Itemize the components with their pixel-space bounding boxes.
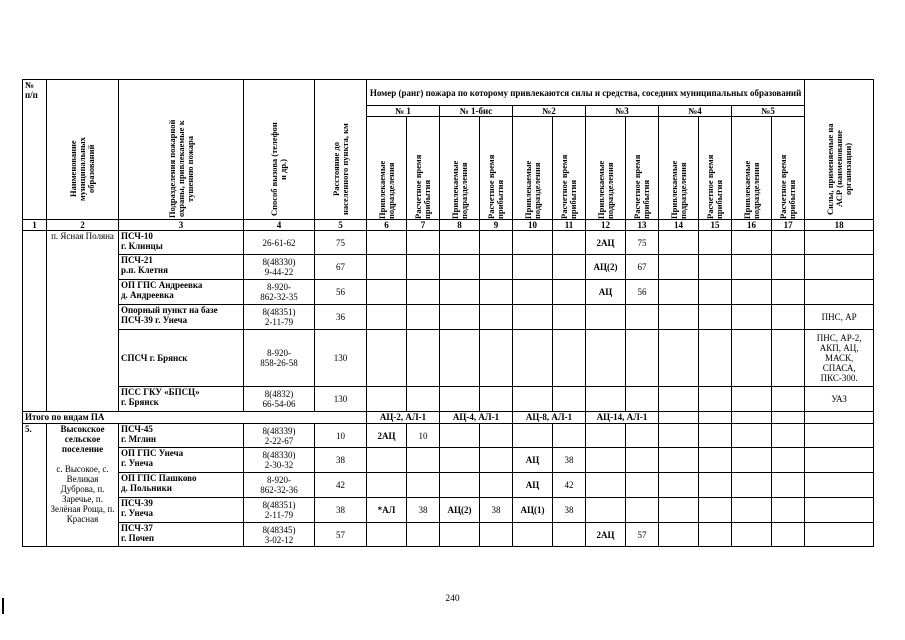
rank-1bis-units: АЦ(2) [440, 498, 480, 523]
header-sub-time-text: Расчетное время прибытия [632, 154, 651, 219]
rank-1-time [407, 523, 440, 547]
rank-3-units [586, 424, 626, 448]
municipality-name: Высокское сельское поселение [60, 424, 105, 454]
distance-value: 56 [315, 280, 367, 305]
column-number: 2 [47, 220, 119, 231]
header-asr-text: Силы, применяемые на АСР (наименование организации) [824, 123, 853, 215]
header-sub-time-text: Расчетное время прибытия [778, 154, 798, 219]
asr-forces [805, 280, 874, 305]
rank-1bis-time [480, 448, 513, 473]
rank-1-units [367, 523, 407, 547]
table-row [23, 387, 874, 412]
rank-2-units [513, 523, 553, 547]
call-phone: 8-920- 862-32-36 [244, 473, 315, 498]
column-number: 8 [440, 220, 480, 231]
header-sub-units-text: Привлекаемые подразделения [741, 160, 761, 219]
rank-3-units [586, 498, 626, 523]
header-sub-time [407, 117, 440, 220]
distance-value: 38 [315, 448, 367, 473]
header-rank-1: № 1 [367, 106, 440, 117]
totals-row [23, 412, 874, 424]
rank-1bis-time [480, 473, 513, 498]
header-sub-units-text: Привлекаемые подразделения [595, 160, 615, 219]
settlements-list: с. Высокое, с. Великая Дуброва, п. Заречье, п. Зелёная Роща, п. Красная [50, 464, 115, 524]
rank-2-units: АЦ [513, 473, 553, 498]
municipality-name: п. Ясная Поляна [51, 231, 114, 241]
column-number: 3 [119, 220, 244, 231]
distance-value: 130 [315, 330, 367, 387]
column-number: 16 [732, 220, 772, 231]
table-row [23, 255, 874, 280]
column-number-row [23, 220, 874, 231]
rank-1-time: 10 [407, 424, 440, 448]
call-phone: 8(48330) 2-30-32 [244, 448, 315, 473]
header-rank-1bis: № 1-бис [440, 106, 513, 117]
distance-value: 130 [315, 387, 367, 412]
table-row [23, 473, 874, 498]
fire-response-table [22, 79, 874, 547]
rank-3-units: АЦ(2) [586, 255, 626, 280]
header-distance [315, 80, 367, 220]
rank-3-units [586, 330, 626, 387]
rank-1bis-units [440, 448, 480, 473]
column-number: 15 [699, 220, 732, 231]
table-row [23, 330, 874, 387]
header-sub-time-text: Расчетное время прибытия [705, 154, 724, 219]
header-sub-time [699, 117, 732, 220]
distance-value: 67 [315, 255, 367, 280]
table-row [23, 231, 874, 255]
call-phone: 8(48351) 2-11-79 [244, 498, 315, 523]
rank-2-time: 38 [553, 448, 586, 473]
rank-3-time [626, 473, 659, 498]
distance-value: 10 [315, 424, 367, 448]
totals-rank-1bis: АЦ-4, АЛ-1 [440, 412, 513, 424]
header-sub-time [626, 117, 659, 220]
rank-3-units [586, 473, 626, 498]
fire-unit: ПСЧ-37 г. Почеп [119, 523, 244, 547]
rank-3-time: 75 [626, 231, 659, 255]
header-call-method [244, 80, 315, 220]
fire-unit: СПСЧ г. Брянск [119, 330, 244, 387]
column-number: 6 [367, 220, 407, 231]
header-sub-units [732, 117, 772, 220]
column-number: 1 [23, 220, 47, 231]
call-phone: 8(48351) 2-11-79 [244, 305, 315, 330]
column-number: 11 [553, 220, 586, 231]
rank-3-time [626, 498, 659, 523]
distance-value: 36 [315, 305, 367, 330]
rank-1-time: 38 [407, 498, 440, 523]
totals-rank-1: АЦ-2, АЛ-1 [367, 412, 440, 424]
column-number: 5 [315, 220, 367, 231]
column-number: 10 [513, 220, 553, 231]
header-num [23, 80, 47, 220]
rank-1-units: 2АЦ [367, 424, 407, 448]
column-number: 4 [244, 220, 315, 231]
fire-unit: ОП ГПС Пашково д. Польники [119, 473, 244, 498]
header-sub-units [367, 117, 407, 220]
call-phone: 8-920- 858-26-58 [244, 330, 315, 387]
call-phone: 8(48330) 9-44-22 [244, 255, 315, 280]
rank-2-units: АЦ(1) [513, 498, 553, 523]
totals-label: Итого по видам ПА [23, 412, 367, 424]
rank-1bis-time [480, 424, 513, 448]
call-phone: 26-61-62 [244, 231, 315, 255]
rank-1-units [367, 448, 407, 473]
table-row [23, 448, 874, 473]
rank-1-units: *АЛ [367, 498, 407, 523]
rank-2-time: 38 [553, 498, 586, 523]
rank-3-units: 2АЦ [586, 523, 626, 547]
municipality-cell [47, 231, 119, 412]
header-call-method-text: Способ вызова (телефон и др.) [269, 122, 288, 216]
rank-2-units: АЦ [513, 448, 553, 473]
header-num-text: № п/п [25, 80, 38, 100]
row-number: 5. [23, 424, 47, 547]
header-rank-4: №4 [659, 106, 732, 117]
column-number: 14 [659, 220, 699, 231]
rank-3-units [586, 448, 626, 473]
column-number: 12 [586, 220, 626, 231]
rank-2-time [553, 424, 586, 448]
rank-3-units [586, 387, 626, 412]
table-row [23, 498, 874, 523]
rank-3-time [626, 387, 659, 412]
header-sub-units [440, 117, 480, 220]
rank-3-time [626, 448, 659, 473]
asr-forces [805, 231, 874, 255]
header-rank-5: №5 [732, 106, 805, 117]
header-sub-units-text: Привлекаемые подразделения [449, 160, 469, 219]
rank-1bis-time [480, 523, 513, 547]
header-distance-text: Расстояние до населенного пункта, км [330, 123, 350, 215]
rank-1-time [407, 448, 440, 473]
fire-unit: ПСЧ-39 г. Унеча [119, 498, 244, 523]
call-phone: 8-920- 862-32-35 [244, 280, 315, 305]
fire-unit: ПСС ГКУ «БПСЦ» г. Брянск [119, 387, 244, 412]
fire-unit: ПСЧ-45 г. Мглин [119, 424, 244, 448]
table-row [23, 523, 874, 547]
header-sub-units [659, 117, 699, 220]
header-sub-units-text: Привлекаемые подразделения [668, 160, 688, 219]
header-sub-units [513, 117, 553, 220]
totals-rank-3: АЦ-14, АЛ-1 [586, 412, 659, 424]
header-municipality [47, 80, 119, 220]
asr-forces [805, 255, 874, 280]
rank-1bis-time: 38 [480, 498, 513, 523]
distance-value: 75 [315, 231, 367, 255]
rank-1bis-units [440, 523, 480, 547]
column-number: 7 [407, 220, 440, 231]
header-asr [805, 80, 874, 220]
header-sub-time-text: Расчетное время прибытия [486, 154, 505, 219]
header-sub-time [553, 117, 586, 220]
asr-forces: УАЗ [805, 387, 874, 412]
table-row [23, 305, 874, 330]
rank-3-units [586, 305, 626, 330]
header-rank-title: Номер (ранг) пожара по которому привлекаются силы и средства, соседних муниципальных образований [367, 80, 805, 106]
rank-3-time: 56 [626, 280, 659, 305]
municipality-cell [47, 424, 119, 547]
table-row [23, 424, 874, 448]
header-municipality-text: Наименование муниципальных образований [68, 137, 96, 201]
page-number: 240 [445, 594, 460, 604]
scan-edge-mark [2, 598, 4, 614]
rank-3-units: АЦ [586, 280, 626, 305]
column-number: 17 [772, 220, 805, 231]
rank-1-units [367, 473, 407, 498]
rank-2-time: 42 [553, 473, 586, 498]
rank-3-time [626, 305, 659, 330]
distance-value: 57 [315, 523, 367, 547]
rank-3-time [626, 424, 659, 448]
column-number: 13 [626, 220, 659, 231]
fire-unit: ПСЧ-21 р.п. Клетня [119, 255, 244, 280]
rank-3-units: 2АЦ [586, 231, 626, 255]
call-phone: 8(48339) 2-22-67 [244, 424, 315, 448]
fire-unit: Опорный пункт на базе ПСЧ-39 г. Унеча [119, 305, 244, 330]
header-sub-time [772, 117, 805, 220]
header-rank-3: №3 [586, 106, 659, 117]
fire-unit: ОП ГПС Унеча г. Унеча [119, 448, 244, 473]
rank-1-time [407, 473, 440, 498]
asr-forces: ПНС, АР [805, 305, 874, 330]
rank-3-time [626, 330, 659, 387]
column-number: 9 [480, 220, 513, 231]
totals-rank-2: АЦ-8, АЛ-1 [513, 412, 586, 424]
rank-1bis-units [440, 473, 480, 498]
fire-unit: ОП ГПС Андреевка д. Андреевка [119, 280, 244, 305]
rank-2-units [513, 424, 553, 448]
rank-1bis-units [440, 424, 480, 448]
header-rank-2: №2 [513, 106, 586, 117]
call-phone: 8(48345) 3-02-12 [244, 523, 315, 547]
row-number-cell [23, 231, 47, 412]
header-sub-units [586, 117, 626, 220]
distance-value: 38 [315, 498, 367, 523]
header-sub-time-text: Расчетное время прибытия [413, 154, 432, 219]
asr-forces: ПНС, АР-2, АКП, АЦ, МАСК, СПАСА, ПКС-300. [805, 330, 874, 387]
call-phone: 8(4832) 66-54-06 [244, 387, 315, 412]
header-sub-time [480, 117, 513, 220]
header-sub-units-text: Привлекаемые подразделения [376, 160, 396, 219]
header-units-text: Подразделения пожарной охраны, привлекаемые к тушению пожара [166, 119, 195, 219]
rank-2-time [553, 523, 586, 547]
distance-value: 42 [315, 473, 367, 498]
header-sub-units-text: Привлекаемые подразделения [522, 160, 542, 219]
table-row [23, 280, 874, 305]
fire-unit: ПСЧ-10 г. Клинцы [119, 231, 244, 255]
header-units [119, 80, 244, 220]
rank-3-time: 67 [626, 255, 659, 280]
header-sub-time-text: Расчетное время прибытия [559, 154, 578, 219]
column-number: 18 [805, 220, 874, 231]
rank-3-time: 57 [626, 523, 659, 547]
